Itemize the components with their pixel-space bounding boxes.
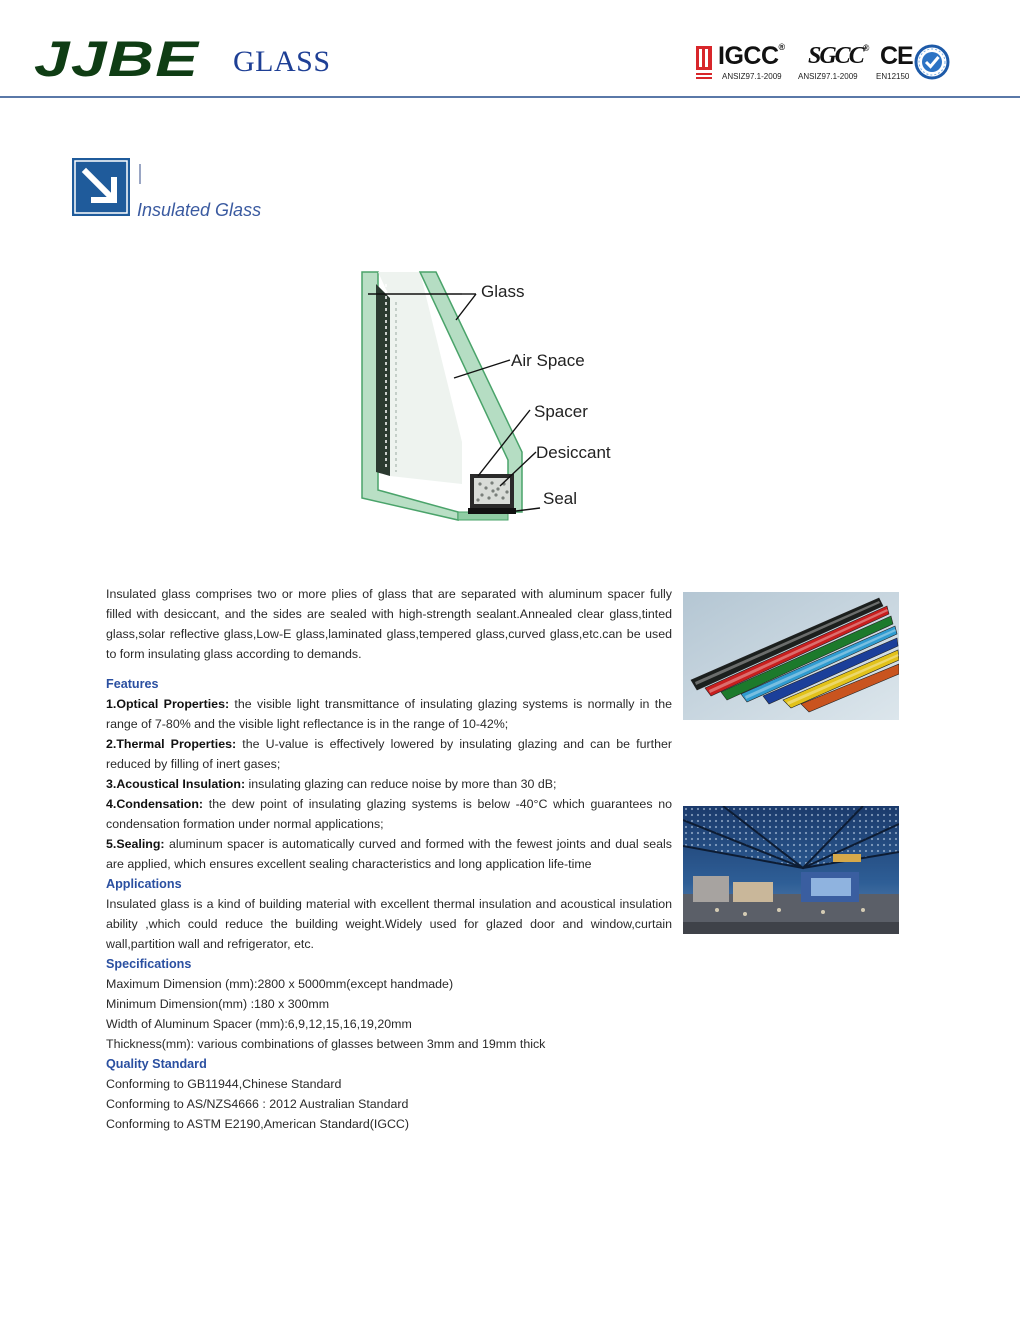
quality-item: Conforming to ASTM E2190,American Standard(IGCC) (106, 1117, 410, 1131)
aluminum-spacers-photo (683, 592, 899, 720)
brand-subtitle: GLASS (233, 45, 331, 78)
features-heading: Features (106, 677, 159, 691)
insulated-glass-diagram (350, 262, 650, 532)
spec-item: Width of Aluminum Spacer (mm):6,9,12,15,16,19,20mm (106, 1017, 412, 1031)
quality-item: Conforming to AS/NZS4666 : 2012 Australian Standard (106, 1097, 409, 1111)
certification-seal-icon (914, 44, 950, 80)
feature-item: 2.Thermal Properties: the U-value is effectively lowered by insulating glazing and can be further reduced by filling of inert gases; (106, 737, 672, 771)
applications-heading: Applications (106, 877, 182, 891)
brand-logo (34, 30, 331, 87)
applications-paragraph: Insulated glass is a kind of building material with excellent thermal insulation and acoustical insulation ability ,which could reduce the building weight.Widely used for glazed door and window,curtain wall,partition wall and refrigerator, etc. (106, 897, 672, 951)
spec-item: Maximum Dimension (mm):2800 x 5000mm(except handmade) (106, 977, 454, 991)
label-glass: Glass (481, 282, 525, 301)
igcc-standard: ANSIZ97.1-2009 (722, 72, 782, 81)
glass-canopy-photo (683, 806, 899, 934)
label-seal: Seal (543, 489, 578, 508)
sgcc-logo: SGCC® (808, 43, 868, 69)
section-title-bar (139, 164, 141, 184)
label-air-space: Air Space (511, 351, 585, 370)
red-certificate-icon (694, 46, 714, 80)
spec-item: Thickness(mm): various combinations of glasses between 3mm and 19mm thick (106, 1037, 546, 1051)
igcc-logo: IGCC® (718, 42, 785, 70)
page-header (0, 0, 1020, 98)
header-divider (0, 96, 1020, 98)
feature-item: 3.Acoustical Insulation: insulating glazing can reduce noise by more than 30 dB; (106, 777, 557, 791)
label-desiccant: Desiccant (536, 443, 611, 462)
sgcc-standard: ANSIZ97.1-2009 (798, 72, 858, 81)
quality-item: Conforming to GB11944,Chinese Standard (106, 1077, 342, 1091)
arrow-down-right-icon (72, 158, 130, 216)
certification-logos (694, 42, 954, 84)
quality-heading: Quality Standard (106, 1057, 207, 1071)
feature-item: 4.Condensation: the dew point of insulating glazing systems is below -40°C which guarantees no condensation formation under normal applications; (106, 797, 672, 831)
glass-cross-section-illustration (350, 262, 650, 532)
intro-paragraph: Insulated glass comprises two or more plies of glass that are separated with aluminum spacer fully filled with desiccant, and the sides are sealed with high-strength sealant.Annealed clear glass,tinted glass,solar reflective glass,Low-E glass,laminated glass,tempered glass,curved glass,etc.can be used to form insulating glass according to demands. (106, 587, 672, 661)
feature-item: 5.Sealing: aluminum spacer is automatically curved and formed with the fewest joints and dual seals are applied, which ensures excellent sealing characteristics and long application life-time (106, 837, 672, 871)
spec-item: Minimum Dimension(mm) :180 x 300mm (106, 997, 330, 1011)
product-description (106, 584, 672, 1134)
ce-standard: EN12150 (876, 72, 910, 81)
specifications-heading: Specifications (106, 957, 192, 971)
label-spacer: Spacer (534, 402, 588, 421)
section-title: Insulated Glass (137, 200, 262, 220)
feature-item: 1.Optical Properties: the visible light transmittance of insulating glazing systems is normally in the range of 7-80% and the visible light reflectance is in the range of 10-42%; (106, 697, 672, 731)
brand-name: JJBE (34, 31, 200, 87)
ce-logo: CE (880, 42, 913, 70)
